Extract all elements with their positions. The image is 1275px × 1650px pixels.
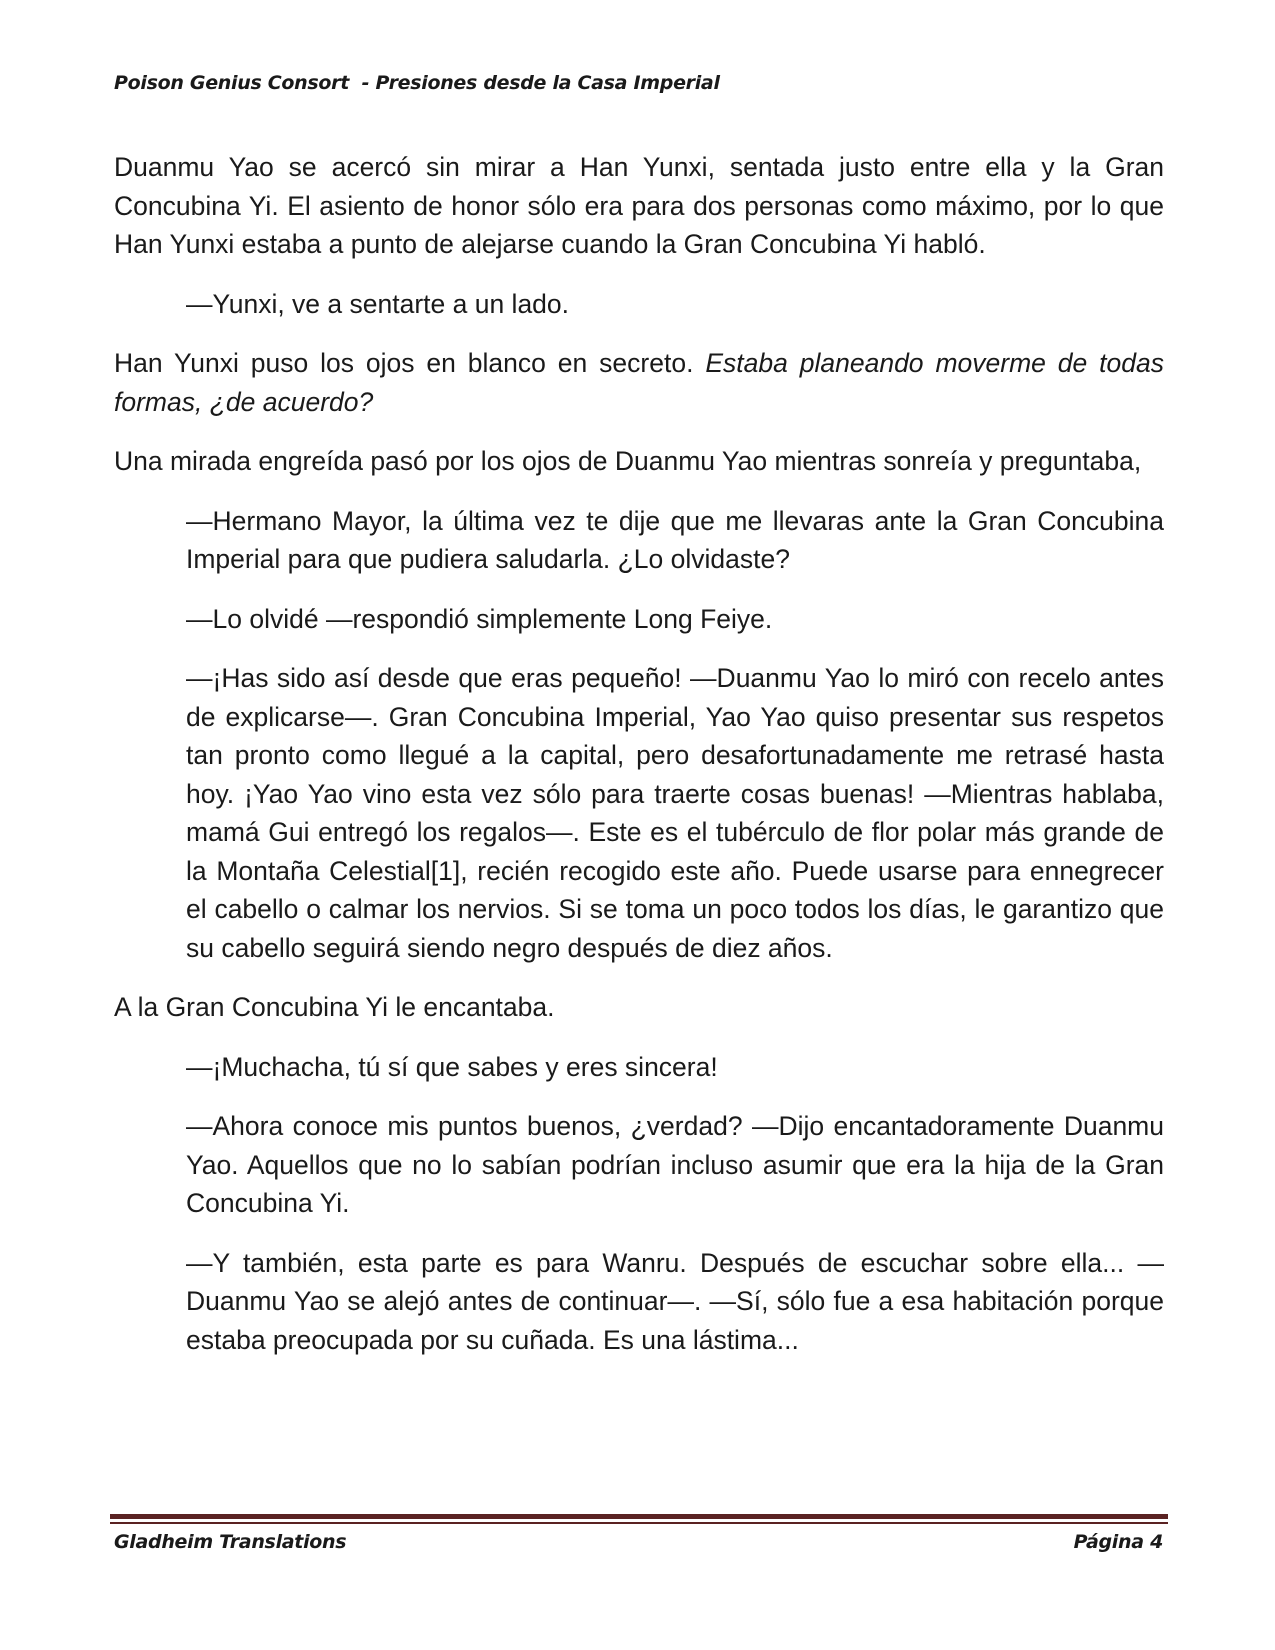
italic-thought: Estaba planeando moverme de todas formas, ¿de acuerdo? [114,348,1164,417]
paragraph-text: Han Yunxi puso los ojos en blanco en secreto. [114,348,706,378]
dialogue-paragraph: —Ahora conoce mis puntos buenos, ¿verdad? —Dijo encantadoramente Duanmu Yao. Aquellos que no lo sabían podrían incluso asumir que era la hija de la Gran Concubina Yi. [186,1111,1164,1218]
dialogue-paragraph: —¡Has sido así desde que eras pequeño! —Duanmu Yao lo miró con recelo antes de explicarse—. Gran Concubina Imperial, Yao Yao quiso presentar sus respetos tan pronto como llegué a la capital, pero desafortunadamente me retrasé hasta hoy. ¡Yao Yao vino esta vez sólo para traerte cosas buenas! —Mientras hablaba, mamá Gui entregó los regalos—. Este es el tubérculo de flor polar más grande de la Montaña Celestial[1], recién recogido este año. Puede usarse para ennegrecer el cabello o calmar los nervios. Si se toma un poco todos los días, le garantizo que su cabello seguirá siendo negro después de diez años. [186,663,1164,963]
footer-rule [110,1514,1168,1519]
body-text [114,148,1164,1380]
dialogue-paragraph: —Yunxi, ve a sentarte a un lado. [186,288,570,319]
paragraph: Duanmu Yao se acercó sin mirar a Han Yunxi, sentada justo entre ella y la Gran Concubina Yi. El asiento de honor sólo era para dos personas como máximo, por lo que Han Yunxi estaba a punto de alejarse cuando la Gran Concubina Yi habló. [114,152,1164,259]
footer-rule-thin [110,1522,1168,1524]
dialogue-paragraph: —¡Muchacha, tú sí que sabes y eres sincera! [186,1051,718,1082]
paragraph: A la Gran Concubina Yi le encantaba. [114,992,555,1022]
paragraph: Una mirada engreída pasó por los ojos de Duanmu Yao mientras sonreía y preguntaba, [114,446,1142,476]
dialogue-paragraph: —Hermano Mayor, la última vez te dije que me llevaras ante la Gran Concubina Imperial para que pudiera saludarla. ¿Lo olvidaste? [186,505,1164,574]
page-header: Poison Genius Consort - Presiones desde la Casa Imperial [114,72,720,94]
dialogue-paragraph: —Y también, esta parte es para Wanru. Después de escuchar sobre ella... —Duanmu Yao se alejó antes de continuar—. —Sí, sólo fue a esa habitación porque estaba preocupada por su cuñada. Es una lástima... [186,1247,1164,1355]
footer-credit: Gladheim Translations [114,1531,347,1553]
page-number: Página 4 [1073,1531,1163,1553]
paragraph [114,344,1164,421]
dialogue-paragraph: —Lo olvidé —respondió simplemente Long Feiye. [186,603,773,634]
